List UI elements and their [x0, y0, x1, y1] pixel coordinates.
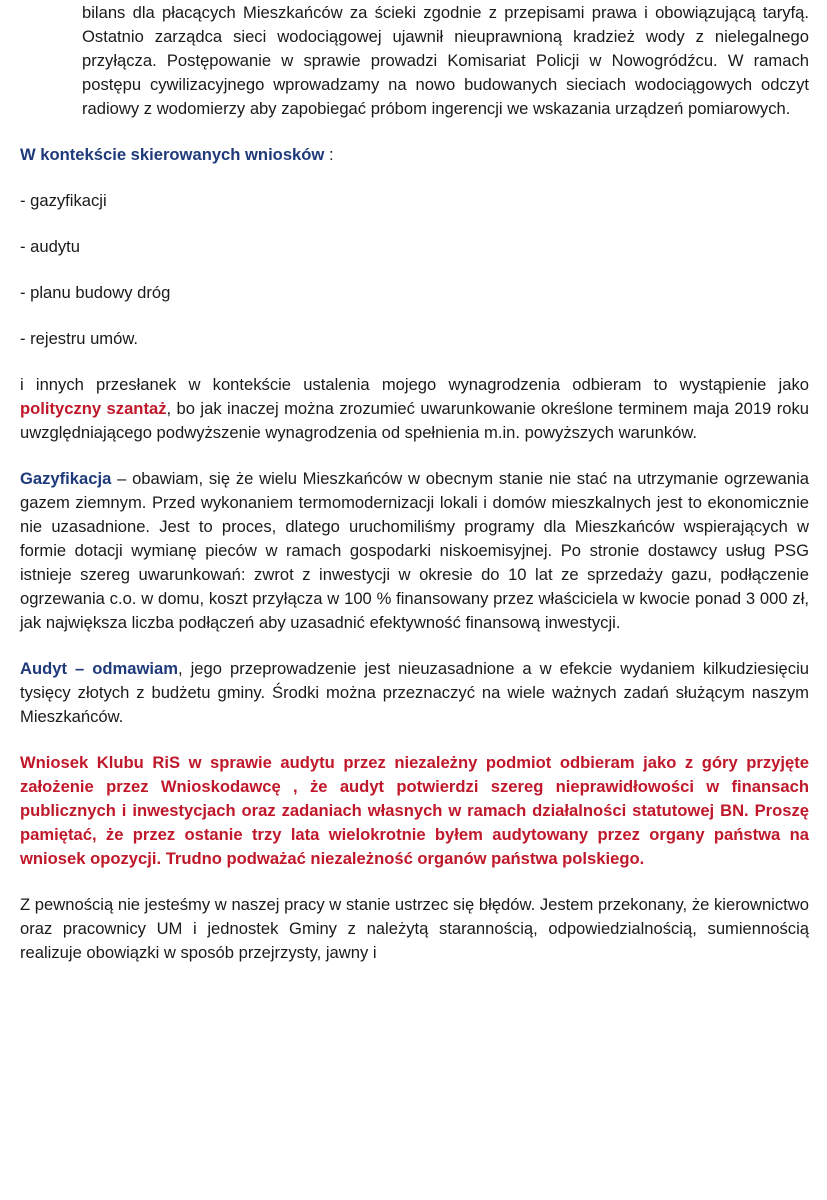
- blackmail-highlight: polityczny szantaż: [20, 399, 167, 418]
- audit-label: Audyt – odmawiam: [20, 659, 178, 678]
- context-heading-suffix: :: [324, 145, 334, 164]
- gas-paragraph: [20, 467, 809, 635]
- list-item: - planu budowy dróg: [20, 283, 171, 302]
- list-item: - gazyfikacji: [20, 191, 107, 210]
- context-heading-line: [20, 143, 809, 167]
- red-paragraph: Wniosek Klubu RiS w sprawie audytu przez niezależny podmiot odbieram jako z góry przyjęte założenie przez Wnioskodawcę , że audyt potwierdzi szereg nieprawidłowości w finansach publicznych i inwestycjach oraz zadaniach własnych w ramach działalności statutowej BN. Proszę pamiętać, że przez ostanie trzy lata wielokrotnie byłem audytowany przez organy państwa na wniosek opozycji. Trudno podważać niezależność organów państwa polskiego.: [20, 753, 809, 868]
- gas-label: Gazyfikacja: [20, 469, 112, 488]
- intro-paragraph: bilans dla płacących Mieszkańców za ścieki zgodnie z przepisami prawa i obowiązującą taryfą. Ostatnio zarządca sieci wodociągowej ujawnił nieuprawnioną kradzież wody z nielegalnego przyłącza. Postępowanie w sprawie prowadzi Komisariat Policji w Nowogródźcu. W ramach postępu cywilizacyjnego wprowadzamy na nowo budowanych sieciach wodociągowych odczyt radiowy z wodomierzy aby zapobiegać próbom ingerencji we wskazania urządzeń pomiarowych.: [82, 3, 809, 118]
- context-heading: W kontekście skierowanych wniosków: [20, 145, 325, 164]
- blackmail-pre: i innych przesłanek w kontekście ustalenia mojego wynagrodzenia odbieram to wystąpienie jako: [20, 375, 809, 394]
- audit-text: , jego przeprowadzenie jest nieuzasadnione a w efekcie wydaniem kilkudziesięciu tysięcy złotych z budżetu gminy. Środki można przeznaczyć na wiele ważnych zadań służącym naszym Mieszkańców.: [20, 659, 809, 726]
- list-item: - rejestru umów.: [20, 329, 139, 348]
- gas-text: – obawiam, się że wielu Mieszkańców w obecnym stanie nie stać na utrzymanie ogrzewania gazem ziemnym. Przed wykonaniem termomodernizacji lokali i domów mieszkalnych jest to ekonomicznie nie uzasadnione. Jest to proces, dlatego uruchomiliśmy programy dla Mieszkańców wspierających w formie dotacji wymianę pieców w ramach gospodarki niskoemisyjnej. Po stronie dostawcy usług PSG istnieje szereg uwarunkowań: zwrot z inwestycji w okresie do 10 lat ze sprzedaży gazu, podłączenie ogrzewania c.o. w domu, koszt przyłącza w 100 % finansowany przez właściciela w kwocie ponad 3 000 zł, jak największa liczba podłączeń aby uzasadnić efektywność finansową inwestycji.: [20, 469, 809, 632]
- audit-paragraph: [20, 657, 809, 729]
- blackmail-post: , bo jak inaczej można zrozumieć uwarunkowanie określone terminem maja 2019 roku uwzględniającego podwyższenie wynagrodzenia od spełnienia m.in. powyższych warunków.: [20, 399, 809, 442]
- closing-paragraph: Z pewnością nie jesteśmy w naszej pracy w stanie ustrzec się błędów. Jestem przekonany, że kierownictwo oraz pracownicy UM i jednostek Gminy z należytą starannością, odpowiedzialnością, sumiennością realizuje obowiązki w sposób przejrzysty, jawny i: [20, 895, 809, 962]
- blackmail-paragraph: [20, 373, 809, 445]
- list-item: - audytu: [20, 237, 80, 256]
